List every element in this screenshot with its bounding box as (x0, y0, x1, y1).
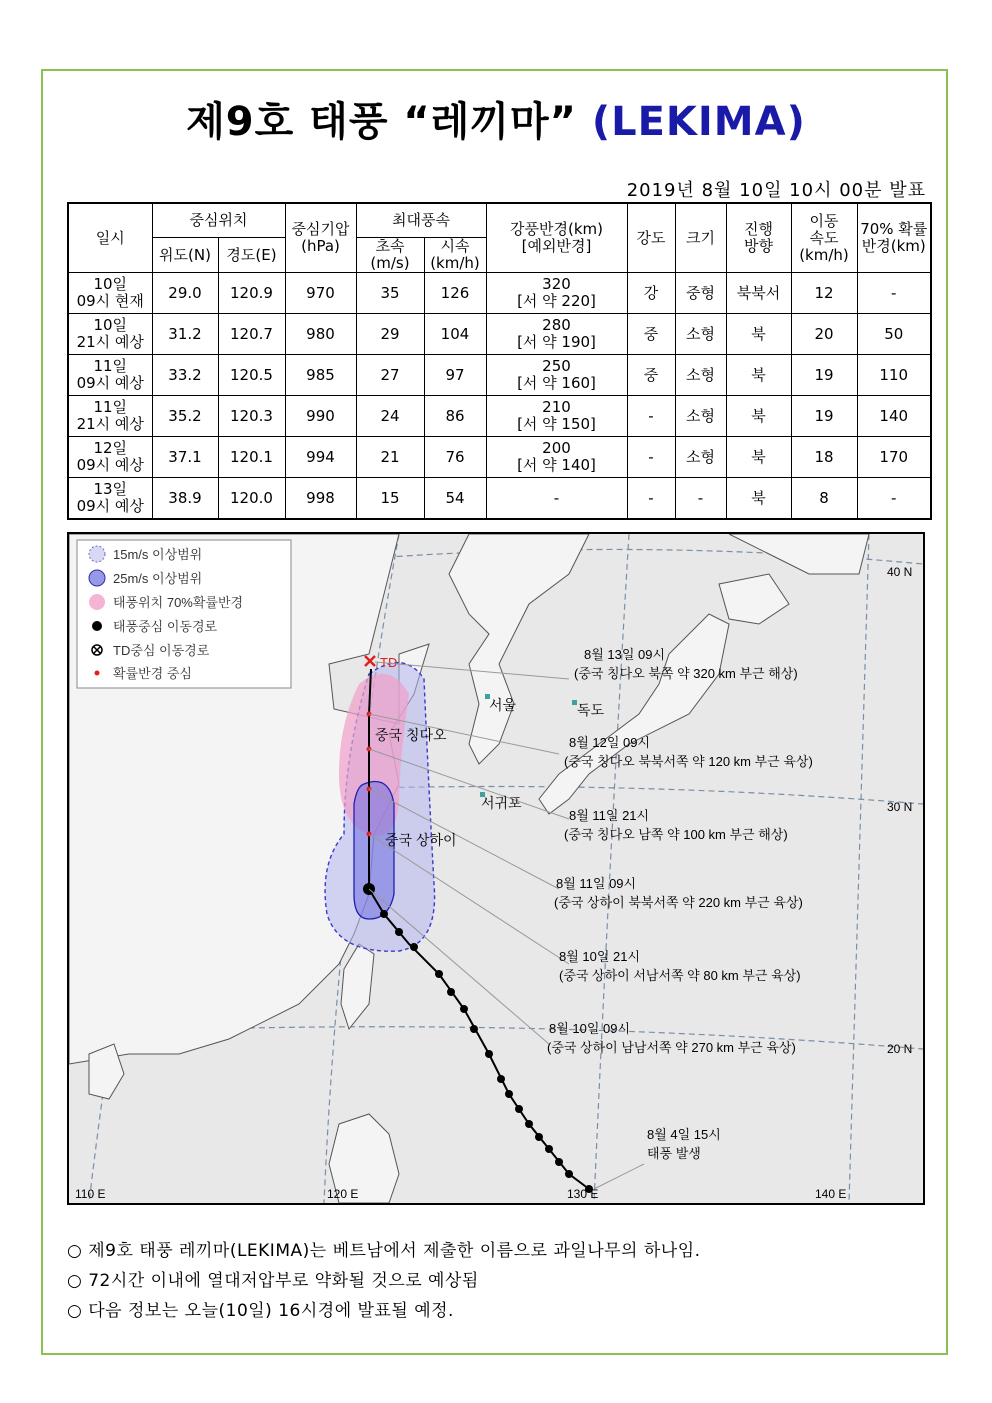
cell-size: - (675, 478, 726, 520)
place-seoul: 서울 (489, 697, 517, 713)
table-row (68, 478, 931, 520)
cell-radius: 250 [서 약 160] (486, 355, 627, 396)
header-maxwind: 최대풍속 (356, 203, 486, 238)
cell-pressure: 990 (285, 396, 356, 437)
legend-track: 태풍중심 이동경로 (113, 619, 218, 634)
cell-ms: 35 (356, 273, 424, 314)
cell-intensity: 중 (627, 314, 675, 355)
lat-label-20: 20 N (887, 1042, 913, 1056)
cell-prob: 50 (857, 314, 931, 355)
cell-kmh: 86 (424, 396, 486, 437)
header-lat: 위도(N) (152, 238, 218, 273)
map-legend (77, 540, 291, 688)
issued-date: 2019년 8월 10일 10시 00분 발표 (626, 180, 926, 201)
header-prob: 70% 확률 반경(km) (857, 203, 931, 273)
cell-direction: 북 (726, 437, 791, 478)
annotation-date: 8월 13일 09시 (584, 647, 666, 662)
cell-size: 소형 (675, 396, 726, 437)
forecast-table (67, 202, 932, 520)
cell-time: 11일 21시 예상 (68, 396, 152, 437)
title-english: (LEKIMA) (591, 99, 806, 145)
header-direction: 진행 방향 (726, 203, 791, 273)
cell-intensity: 강 (627, 273, 675, 314)
place-qingdao: 중국 칭다오 (375, 727, 447, 743)
lon-label-120: 120 E (327, 1187, 359, 1201)
cell-lon: 120.9 (218, 273, 285, 314)
lon-label-130: 130 E (567, 1187, 599, 1201)
cell-speed: 18 (791, 437, 857, 478)
cell-radius: 320 [서 약 220] (486, 273, 627, 314)
annotation-date: 8월 11일 21시 (569, 808, 650, 823)
table-row (68, 396, 931, 437)
header-lon: 경도(E) (218, 238, 285, 273)
cell-kmh: 126 (424, 273, 486, 314)
place-seogwipo: 서귀포 (481, 795, 522, 811)
note-line: ○ 다음 정보는 오늘(10일) 16시경에 발표될 예정. (67, 1301, 454, 1321)
cell-prob: - (857, 273, 931, 314)
header-time: 일시 (68, 203, 152, 273)
notes (67, 1236, 701, 1326)
cell-time: 13일 09시 예상 (68, 478, 152, 520)
cell-time: 12일 09시 예상 (68, 437, 152, 478)
cell-direction: 북 (726, 355, 791, 396)
cell-lat: 35.2 (152, 396, 218, 437)
lon-label-110: 110 E (75, 1187, 106, 1201)
cell-speed: 19 (791, 355, 857, 396)
cell-intensity: - (627, 437, 675, 478)
cell-radius: 280 [서 약 190] (486, 314, 627, 355)
header-kmh: 시속 (km/h) (424, 238, 486, 273)
cell-prob: 140 (857, 396, 931, 437)
cell-kmh: 54 (424, 478, 486, 520)
annotation-date: 8월 4일 15시 (647, 1127, 721, 1142)
table-row (68, 437, 931, 478)
cell-lat: 37.1 (152, 437, 218, 478)
cell-radius: - (486, 478, 627, 520)
cell-ms: 27 (356, 355, 424, 396)
cell-pressure: 980 (285, 314, 356, 355)
cell-radius: 210 [서 약 150] (486, 396, 627, 437)
cell-lat: 33.2 (152, 355, 218, 396)
cell-time: 11일 09시 예상 (68, 355, 152, 396)
cell-radius: 200 [서 약 140] (486, 437, 627, 478)
cell-ms: 29 (356, 314, 424, 355)
lat-label-30: 30 N (887, 800, 913, 814)
cell-time: 10일 09시 현재 (68, 273, 152, 314)
legend-td-track: TD중심 이동경로 (113, 643, 210, 658)
cell-pressure: 985 (285, 355, 356, 396)
lon-label-140: 140 E (815, 1187, 847, 1201)
cell-prob: 170 (857, 437, 931, 478)
cell-pressure: 998 (285, 478, 356, 520)
page-title (0, 90, 992, 147)
header-center: 중심위치 (152, 203, 285, 238)
place-dokdo: 독도 (577, 702, 605, 718)
cell-size: 소형 (675, 437, 726, 478)
annotation-desc: (중국 상하이 북북서쪽 약 220 km 부근 육상) (554, 895, 803, 910)
cell-ms: 24 (356, 396, 424, 437)
cell-direction: 북북서 (726, 273, 791, 314)
cell-size: 중형 (675, 273, 726, 314)
annotation-desc: (중국 상하이 남남서쪽 약 270 km 부근 육상) (547, 1040, 796, 1055)
cell-size: 소형 (675, 355, 726, 396)
cell-lon: 120.3 (218, 396, 285, 437)
cell-intensity: 중 (627, 355, 675, 396)
place-shanghai: 중국 상하이 (385, 832, 457, 848)
annotation-date: 8월 12일 09시 (569, 735, 651, 750)
header-radius: 강풍반경(km) [예외반경] (486, 203, 627, 273)
cell-prob: 110 (857, 355, 931, 396)
cell-lon: 120.5 (218, 355, 285, 396)
note-line: ○ 제9호 태풍 레끼마(LEKIMA)는 베트남에서 제출한 이름으로 과일나무의 하나임. (67, 1241, 701, 1261)
legend-70pct: 태풍위치 70%확률반경 (113, 595, 244, 610)
cell-direction: 북 (726, 396, 791, 437)
annotation-date: 8월 10일 21시 (559, 949, 641, 964)
cell-lon: 120.1 (218, 437, 285, 478)
header-pressure: 중심기압 (hPa) (285, 203, 356, 273)
cell-kmh: 97 (424, 355, 486, 396)
legend-25ms: 25m/s 이상범위 (113, 571, 203, 586)
cell-speed: 8 (791, 478, 857, 520)
cell-intensity: - (627, 396, 675, 437)
cell-speed: 20 (791, 314, 857, 355)
annotation-date: 8월 10일 09시 (549, 1021, 631, 1036)
td-label: TD (380, 655, 398, 670)
header-speed: 이동 속도 (km/h) (791, 203, 857, 273)
cell-speed: 12 (791, 273, 857, 314)
cell-lat: 38.9 (152, 478, 218, 520)
table-row (68, 273, 931, 314)
note-line: ○ 72시간 이내에 열대저압부로 약화될 것으로 예상됨 (67, 1271, 479, 1291)
header-size: 크기 (675, 203, 726, 273)
cell-lat: 29.0 (152, 273, 218, 314)
table-row (68, 355, 931, 396)
annotation-desc: (중국 칭다오 북쪽 약 320 km 부근 해상) (574, 666, 798, 681)
cell-pressure: 970 (285, 273, 356, 314)
cell-intensity: - (627, 478, 675, 520)
cell-direction: 북 (726, 478, 791, 520)
cell-lon: 120.7 (218, 314, 285, 355)
cell-direction: 북 (726, 314, 791, 355)
annotation-desc: (중국 칭다오 남쪽 약 100 km 부근 해상) (564, 827, 788, 842)
cell-time: 10일 21시 예상 (68, 314, 152, 355)
annotation-date: 8월 11일 09시 (556, 876, 637, 891)
cell-kmh: 76 (424, 437, 486, 478)
annotation-desc: 태풍 발생 (647, 1146, 701, 1161)
cell-ms: 15 (356, 478, 424, 520)
header-ms: 초속 (m/s) (356, 238, 424, 273)
cell-ms: 21 (356, 437, 424, 478)
annotation-desc: (중국 상하이 서남서쪽 약 80 km 부근 육상) (559, 968, 801, 983)
typhoon-track-map (67, 532, 925, 1205)
legend-15ms: 15m/s 이상범위 (113, 547, 203, 562)
title-main: 제9호 태풍 “레끼마” (186, 99, 577, 145)
legend-prob-center: 확률반경 중심 (113, 666, 192, 681)
cell-kmh: 104 (424, 314, 486, 355)
cell-lat: 31.2 (152, 314, 218, 355)
cell-pressure: 994 (285, 437, 356, 478)
cell-speed: 19 (791, 396, 857, 437)
table-row (68, 314, 931, 355)
cell-prob: - (857, 478, 931, 520)
annotation-desc: (중국 칭다오 북북서쪽 약 120 km 부근 육상) (564, 754, 813, 769)
cell-size: 소형 (675, 314, 726, 355)
header-intensity: 강도 (627, 203, 675, 273)
cell-lon: 120.0 (218, 478, 285, 520)
lat-label-40: 40 N (887, 565, 913, 579)
